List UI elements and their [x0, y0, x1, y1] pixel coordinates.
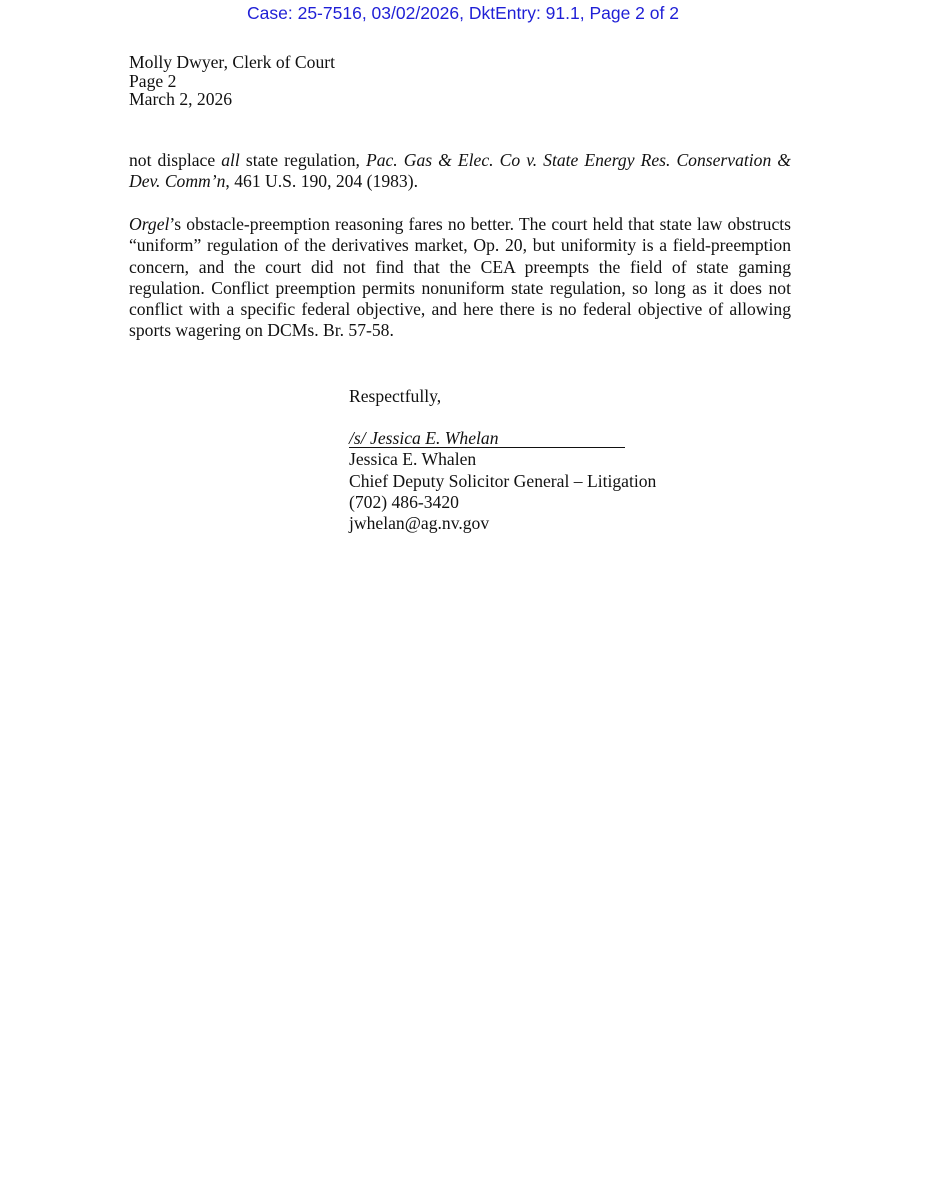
case-name-orgel: Orgel [129, 214, 170, 234]
signer-email: jwhelan@ag.nv.gov [349, 513, 490, 534]
case-header-stamp: Case: 25-7516, 03/02/2026, DktEntry: 91.1, Page 2 of 2 [247, 3, 679, 23]
paragraph-continuation [129, 150, 791, 193]
closing-salutation: Respectfully, [349, 386, 442, 406]
electronic-signature-line: /s/ Jessica E. Whelan [349, 429, 625, 448]
signature-block [349, 428, 656, 534]
paragraph-obstacle-preemption [129, 214, 791, 342]
address-block [129, 53, 335, 109]
signer-name: Jessica E. Whalen [349, 449, 477, 470]
paragraph1-text-a: not displace [129, 150, 222, 170]
paragraph1-text-b: state regulation, [239, 150, 366, 170]
paragraph2-text: ’s obstacle-preemption reasoning fares no better. The court held that state law obstructs “uniform” regulation of the derivatives market, Op. 20, but uniformity is a field-preemption concern, and the court did not find that the CEA preempts the field of state gaming regulation. Conflict preemption permits nonuniform state regulation, so long as it does not conflict with a specific federal objective, and here there is no federal objective of allowing sports wagering on DCMs. Br. 57-58. [129, 214, 791, 341]
recipient-line: Molly Dwyer, Clerk of Court [129, 52, 335, 72]
case-citation-reporter: , 461 U.S. 190, 204 (1983). [225, 171, 418, 192]
signer-phone: (702) 486-3420 [349, 491, 459, 512]
signer-title: Chief Deputy Solicitor General – Litigation [349, 470, 657, 491]
paragraph1-emphasis-all: all [221, 150, 240, 170]
case-citation-name: Pac. Gas & Elec. Co v. State Energy Res. Conservation & Dev. Comm’n [129, 150, 791, 192]
page-number-line: Page 2 [129, 70, 177, 91]
letter-date: March 2, 2026 [129, 89, 233, 109]
